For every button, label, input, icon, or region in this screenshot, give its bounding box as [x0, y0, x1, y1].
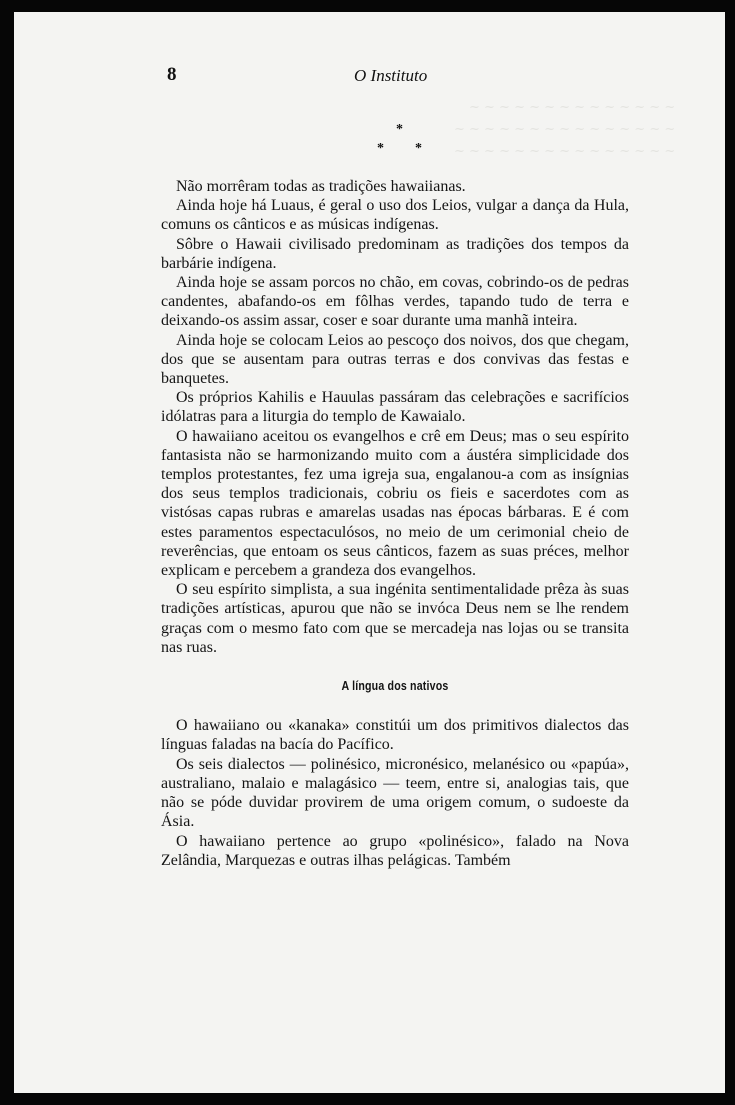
- asterism-star: *: [396, 122, 403, 137]
- page-header: [14, 64, 725, 88]
- page-number: 8: [167, 64, 177, 85]
- paragraph: Os próprios Kahilis e Hauulas passáram das celebrações e sacrifícios idólatras para a liturgia do templo de Kawaialo.: [161, 389, 629, 426]
- show-through-texture: ~ ~ ~ ~ ~ ~ ~ ~ ~ ~ ~ ~ ~ ~ ~: [454, 122, 676, 137]
- asterism-divider: [374, 122, 434, 162]
- paragraph: Ainda hoje há Luaus, é geral o uso dos Leios, vulgar a dança da Hula, comuns os cânticos e as músicas indígenas.: [161, 197, 629, 234]
- show-through-texture: ~ ~ ~ ~ ~ ~ ~ ~ ~ ~ ~ ~ ~ ~: [469, 100, 676, 115]
- paragraph: Os seis dialectos — polinésico, micronésico, melanésico ou «papúa», australiano, malaio e malagásico — teem, entre si, analogias tais, que não se póde duvidar provirem de uma origem comum, o sudoeste da Ásia.: [161, 755, 629, 831]
- running-title: O Instituto: [354, 66, 428, 85]
- asterism-star: *: [377, 141, 384, 156]
- book-page: [14, 12, 725, 1093]
- paragraph: Sôbre o Hawaii civilisado predominam as tradições dos tempos da barbárie indígena.: [161, 235, 629, 272]
- section-heading: A língua dos nativos: [341, 679, 449, 694]
- asterism-star: *: [415, 141, 422, 156]
- body-text: [161, 177, 629, 870]
- paragraph: Ainda hoje se colocam Leios ao pescoço dos noivos, dos que chegam, dos que se ausentam para outras terras e dos convivas das festas e banquetes.: [161, 331, 629, 388]
- paragraph: O hawaiiano aceitou os evangelhos e crê em Deus; mas o seu espírito fantasista não se harmonizando muito com a áustéra simplicidade dos templos protestantes, fez uma igreja sua, engalanou-a com as insígnias dos seus templos tradicionais, cobriu os fieis e sacerdotes com as vistósas capas rubras e amarelas usadas nas épocas bárbaras. E é com estes paramentos espectaculósos, no meio de um cerimonial cheio de reverências, que entoam os seus cânticos, fazem as suas préces, melhor explicam e percebem a grandeza dos evangelhos.: [161, 427, 629, 580]
- paragraph: O hawaiiano ou «kanaka» constitúi um dos primitivos dialectos das línguas faladas na bacía do Pacífico.: [161, 717, 629, 754]
- paragraph: Não morrêram todas as tradições hawaiianas.: [176, 178, 466, 195]
- paragraph: Ainda hoje se assam porcos no chão, em covas, cobrindo-os de pedras candentes, abafando-os em fôlhas verdes, tapando tudo de terra e deixando-os assim assar, coser e soar durante uma manhã inteira.: [161, 274, 629, 330]
- paragraph: O seu espírito simplista, a sua ingénita sentimentalidade prêza às suas tradições artísticas, apurou que não se invóca Deus nem se lhe rendem graças com o mesmo fato com que se mercadeja nas lojas ou se transita nas ruas.: [161, 581, 629, 656]
- paragraph: O hawaiiano pertence ao grupo «polinésico», falado na Nova Zelândia, Marquezas e outras ilhas pelágicas. Também: [161, 832, 629, 869]
- show-through-texture: ~ ~ ~ ~ ~ ~ ~ ~ ~ ~ ~ ~ ~ ~ ~: [454, 144, 676, 159]
